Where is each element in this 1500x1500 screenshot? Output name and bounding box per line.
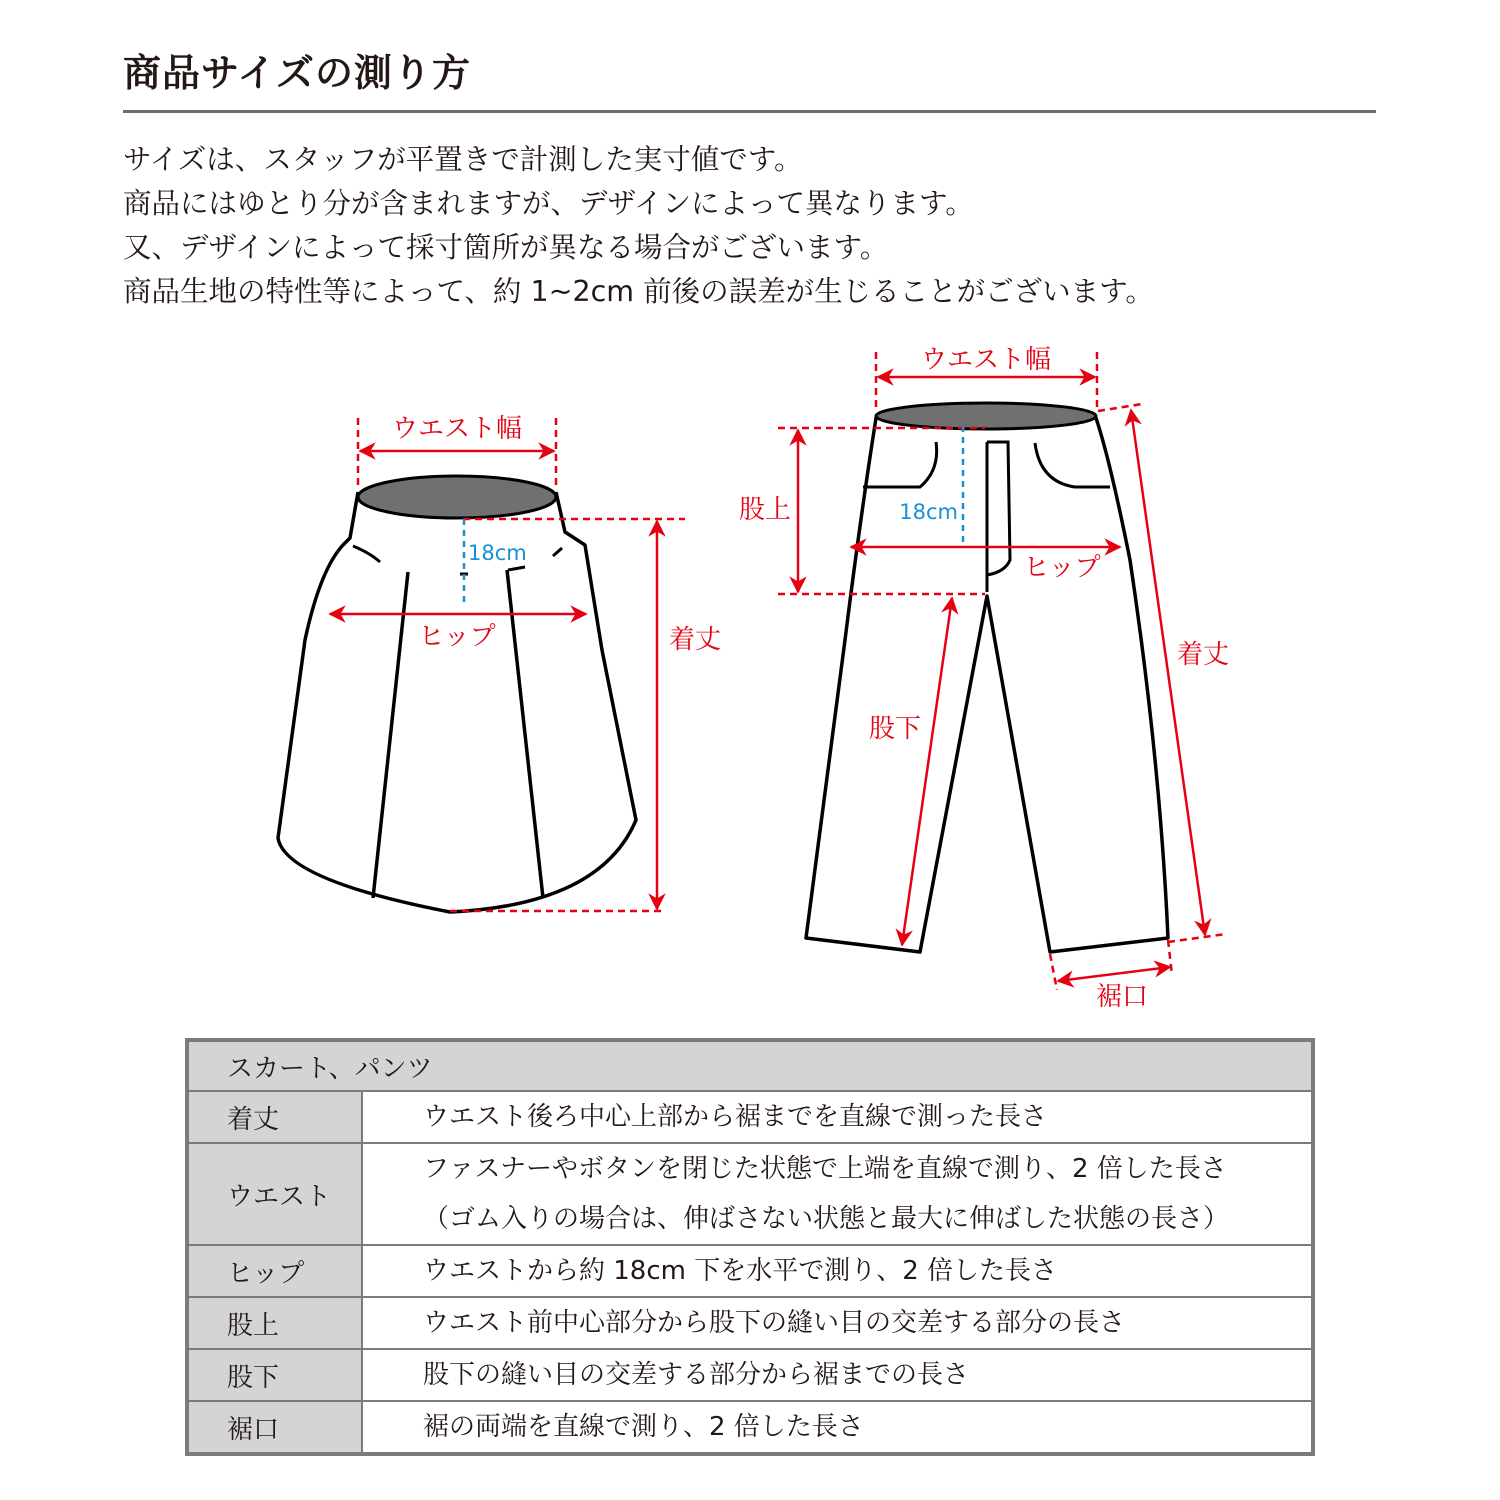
row-description [362, 1401, 1313, 1454]
description-line: ウエスト前中心部分から股下の縫い目の交差する部分の長さ [423, 1308, 1126, 1338]
pants-diagram [739, 345, 1229, 1012]
table-row [187, 1091, 1313, 1143]
row-key: 裾口 [187, 1401, 362, 1454]
table-header: スカート、パンツ [187, 1040, 1313, 1091]
pants-waistband [876, 403, 1096, 429]
description-line: （ゴム入りの場合は、伸ばさない状態と最大に伸ばした状態の長さ） [423, 1204, 1230, 1234]
skirt-waist-label: ウエスト幅 [391, 414, 523, 444]
row-description [362, 1349, 1313, 1401]
page-title: 商品サイズの測り方 [123, 51, 471, 95]
table-row [187, 1297, 1313, 1349]
row-description [362, 1091, 1313, 1143]
size-definition-table [185, 1038, 1315, 1456]
row-key: ウエスト [187, 1143, 362, 1245]
skirt-waistband [358, 476, 556, 518]
pants-hip-offset-label: 18cm [899, 500, 958, 524]
table-row [187, 1143, 1313, 1245]
table-row [187, 1245, 1313, 1297]
intro-line: 又、デザインによって採寸箇所が異なる場合がございます。 [123, 231, 889, 264]
row-description [362, 1143, 1313, 1245]
pants-waist-label: ウエスト幅 [920, 345, 1052, 375]
table-row [187, 1401, 1313, 1454]
skirt-diagram [278, 414, 721, 912]
pants-inseam-label: 股下 [868, 714, 922, 744]
row-key: ヒップ [187, 1245, 362, 1297]
skirt-hip-label: ヒップ [418, 622, 496, 652]
intro-line: サイズは、スタッフが平置きで計測した実寸値です。 [123, 143, 803, 176]
row-description [362, 1245, 1313, 1297]
skirt-length-label: 着丈 [668, 625, 722, 655]
pants-hip-label: ヒップ [1023, 553, 1101, 583]
intro-line: 商品にはゆとり分が含まれますが、デザインによって異なります。 [123, 187, 974, 220]
row-description [362, 1297, 1313, 1349]
pants-hem-label: 裾口 [1095, 982, 1149, 1012]
pants-hem-arrow [1058, 967, 1170, 981]
table-row [187, 1349, 1313, 1401]
description-line: ファスナーやボタンを閉じた状態で上端を直線で測り、2 倍した長さ [423, 1154, 1227, 1184]
table-header-row [187, 1040, 1313, 1091]
skirt-hip-offset-label: 18cm [468, 541, 527, 565]
description-line: 股下の縫い目の交差する部分から裾までの長さ [423, 1360, 970, 1390]
skirt-outline [278, 492, 636, 912]
intro-line: 商品生地の特性等によって、約 1~2cm 前後の誤差が生じることがございます。 [123, 275, 1154, 308]
row-key: 着丈 [187, 1091, 362, 1143]
description-line: 裾の両端を直線で測り、2 倍した長さ [423, 1412, 864, 1442]
row-key: 股上 [187, 1297, 362, 1349]
description-line: ウエスト後ろ中心上部から裾までを直線で測った長さ [423, 1102, 1048, 1132]
row-key: 股下 [187, 1349, 362, 1401]
pants-length-label: 着丈 [1176, 640, 1230, 670]
description-line: ウエストから約 18cm 下を水平で測り、2 倍した長さ [423, 1256, 1058, 1286]
pants-rise-label: 股上 [738, 495, 792, 525]
